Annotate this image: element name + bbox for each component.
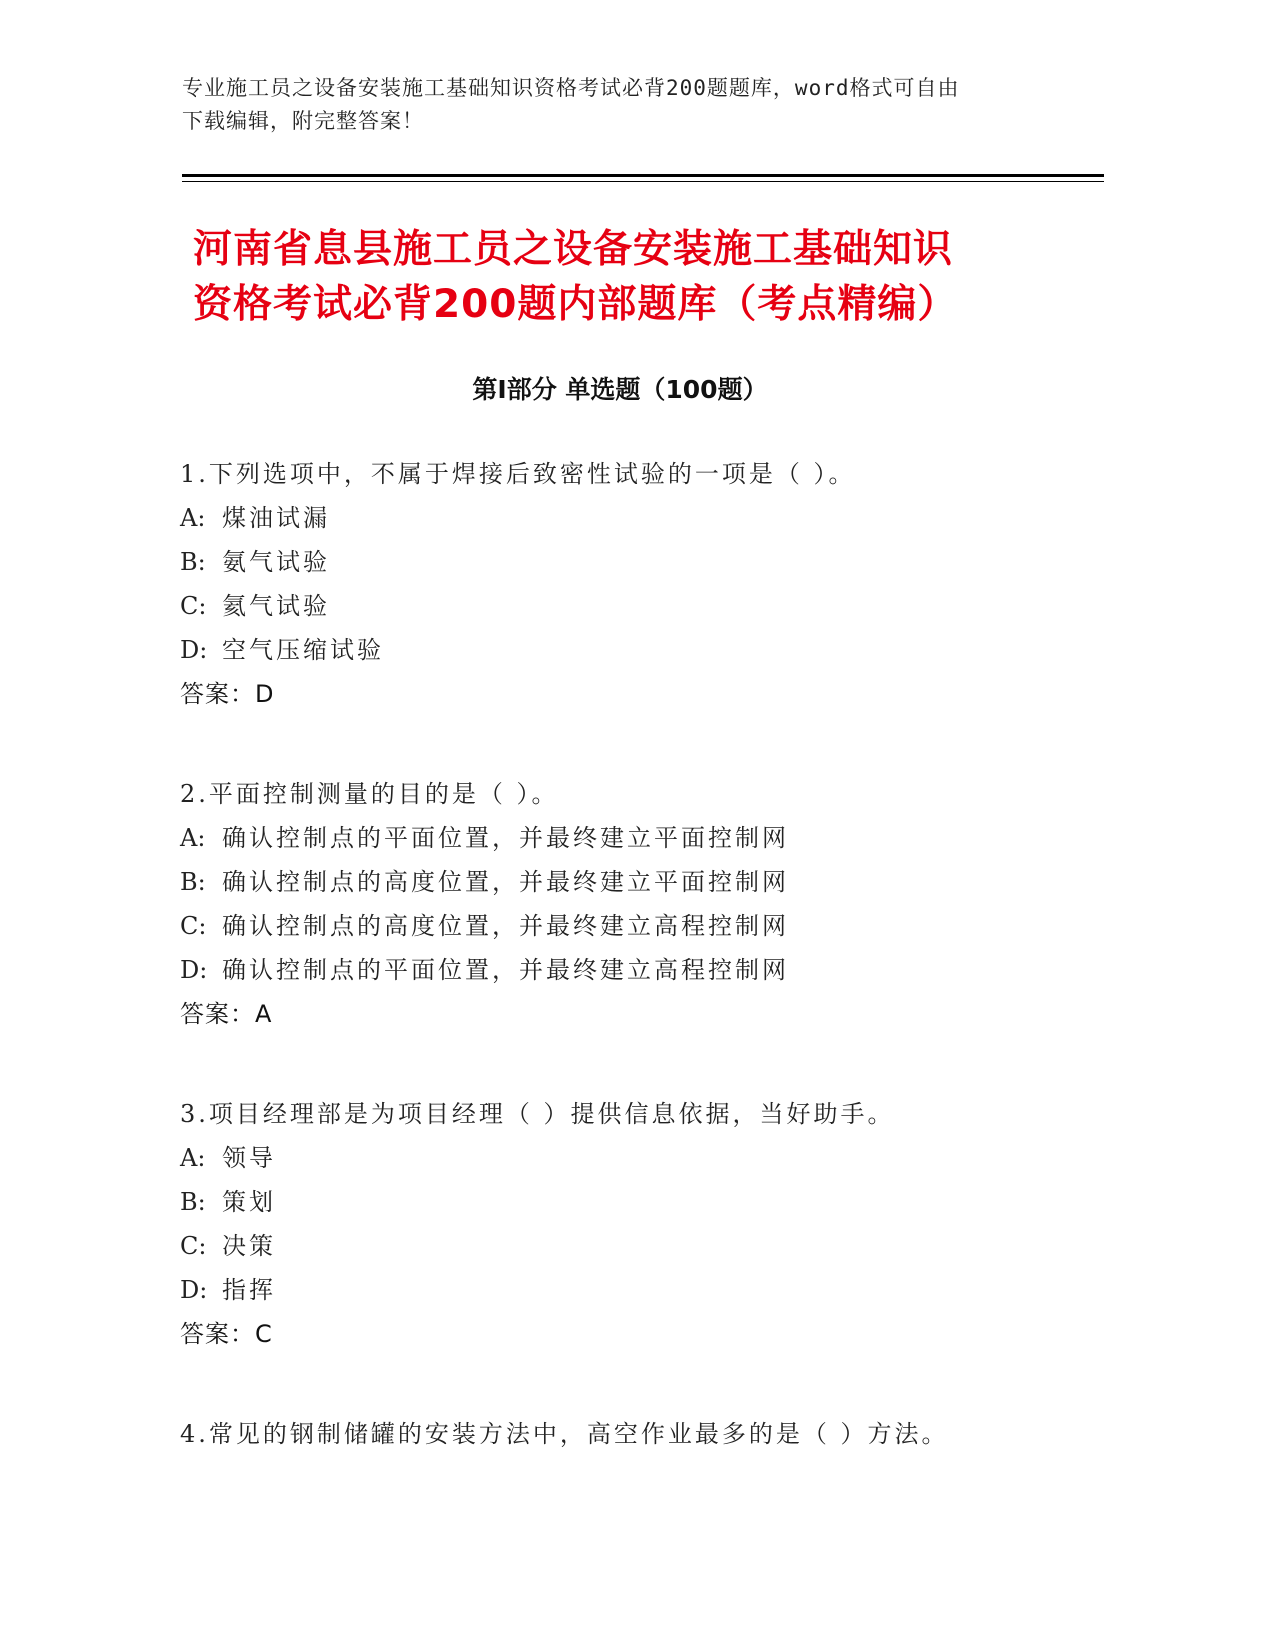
question-stem: 3.项目经理部是为项目经理（ ）提供信息依据，当好助手。 [180,1100,895,1128]
header-divider-thick [182,174,1104,177]
option-text: 氨气试验 [222,548,330,576]
option-key: A: [180,824,206,852]
option-b [180,540,1120,584]
answer-value: D [255,680,275,708]
question-stem: 1.下列选项中，不属于焊接后致密性试验的一项是（ ）。 [180,460,856,488]
answer-label: 答案： [180,1000,255,1028]
document-title [193,222,1093,332]
section-title: 第Ⅰ部分 单选题（100题） [472,375,768,404]
option-text: 空气压缩试验 [222,636,384,664]
question-1 [180,452,1120,716]
option-key: B: [180,868,206,896]
header-note-line-2: 下载编辑，附完整答案！ [182,109,424,133]
option-a [180,1136,1120,1180]
option-text: 指挥 [222,1276,276,1304]
answer-value: C [255,1320,273,1348]
header-note [182,72,1062,138]
answer-label: 答案： [180,1320,255,1348]
answer-value: A [255,1000,273,1028]
header-divider-thin [182,181,1104,182]
option-a [180,816,1120,860]
option-text: 确认控制点的高度位置，并最终建立高程控制网 [222,912,789,940]
option-d [180,948,1120,992]
option-text: 确认控制点的高度位置，并最终建立平面控制网 [222,868,789,896]
answer-label: 答案： [180,680,255,708]
option-c [180,584,1120,628]
option-key: A: [180,1144,206,1172]
question-stem: 4.常见的钢制储罐的安装方法中，高空作业最多的是（ ）方法。 [180,1420,949,1448]
option-text: 领导 [222,1144,276,1172]
option-text: 决策 [222,1232,276,1260]
question-2 [180,772,1120,1036]
answer-line [180,1312,1120,1356]
document-title-line-1: 河南省息县施工员之设备安装施工基础知识 [193,227,954,272]
question-list [180,452,1120,1512]
option-key: B: [180,1188,206,1216]
option-key: C: [180,912,207,940]
option-text: 煤油试漏 [222,504,330,532]
option-key: D: [180,956,208,984]
option-key: C: [180,1232,207,1260]
answer-line [180,992,1120,1036]
document-title-line-2: 资格考试必背200题内部题库（考点精编） [193,282,958,327]
option-a [180,496,1120,540]
option-key: A: [180,504,206,532]
option-key: D: [180,636,208,664]
option-d [180,628,1120,672]
option-text: 策划 [222,1188,276,1216]
question-stem: 2.平面控制测量的目的是（ ）。 [180,780,559,808]
option-b [180,860,1120,904]
header-note-line-1: 专业施工员之设备安装施工基础知识资格考试必背200题题库，word格式可自由 [182,76,960,100]
option-key: D: [180,1276,208,1304]
option-text: 确认控制点的平面位置，并最终建立高程控制网 [222,956,789,984]
option-c [180,904,1120,948]
option-text: 氦气试验 [222,592,330,620]
answer-line [180,672,1120,716]
option-d [180,1268,1120,1312]
option-b [180,1180,1120,1224]
option-key: C: [180,592,207,620]
option-c [180,1224,1120,1268]
question-3 [180,1092,1120,1356]
option-key: B: [180,548,206,576]
question-4 [180,1412,1120,1456]
option-text: 确认控制点的平面位置，并最终建立平面控制网 [222,824,789,852]
